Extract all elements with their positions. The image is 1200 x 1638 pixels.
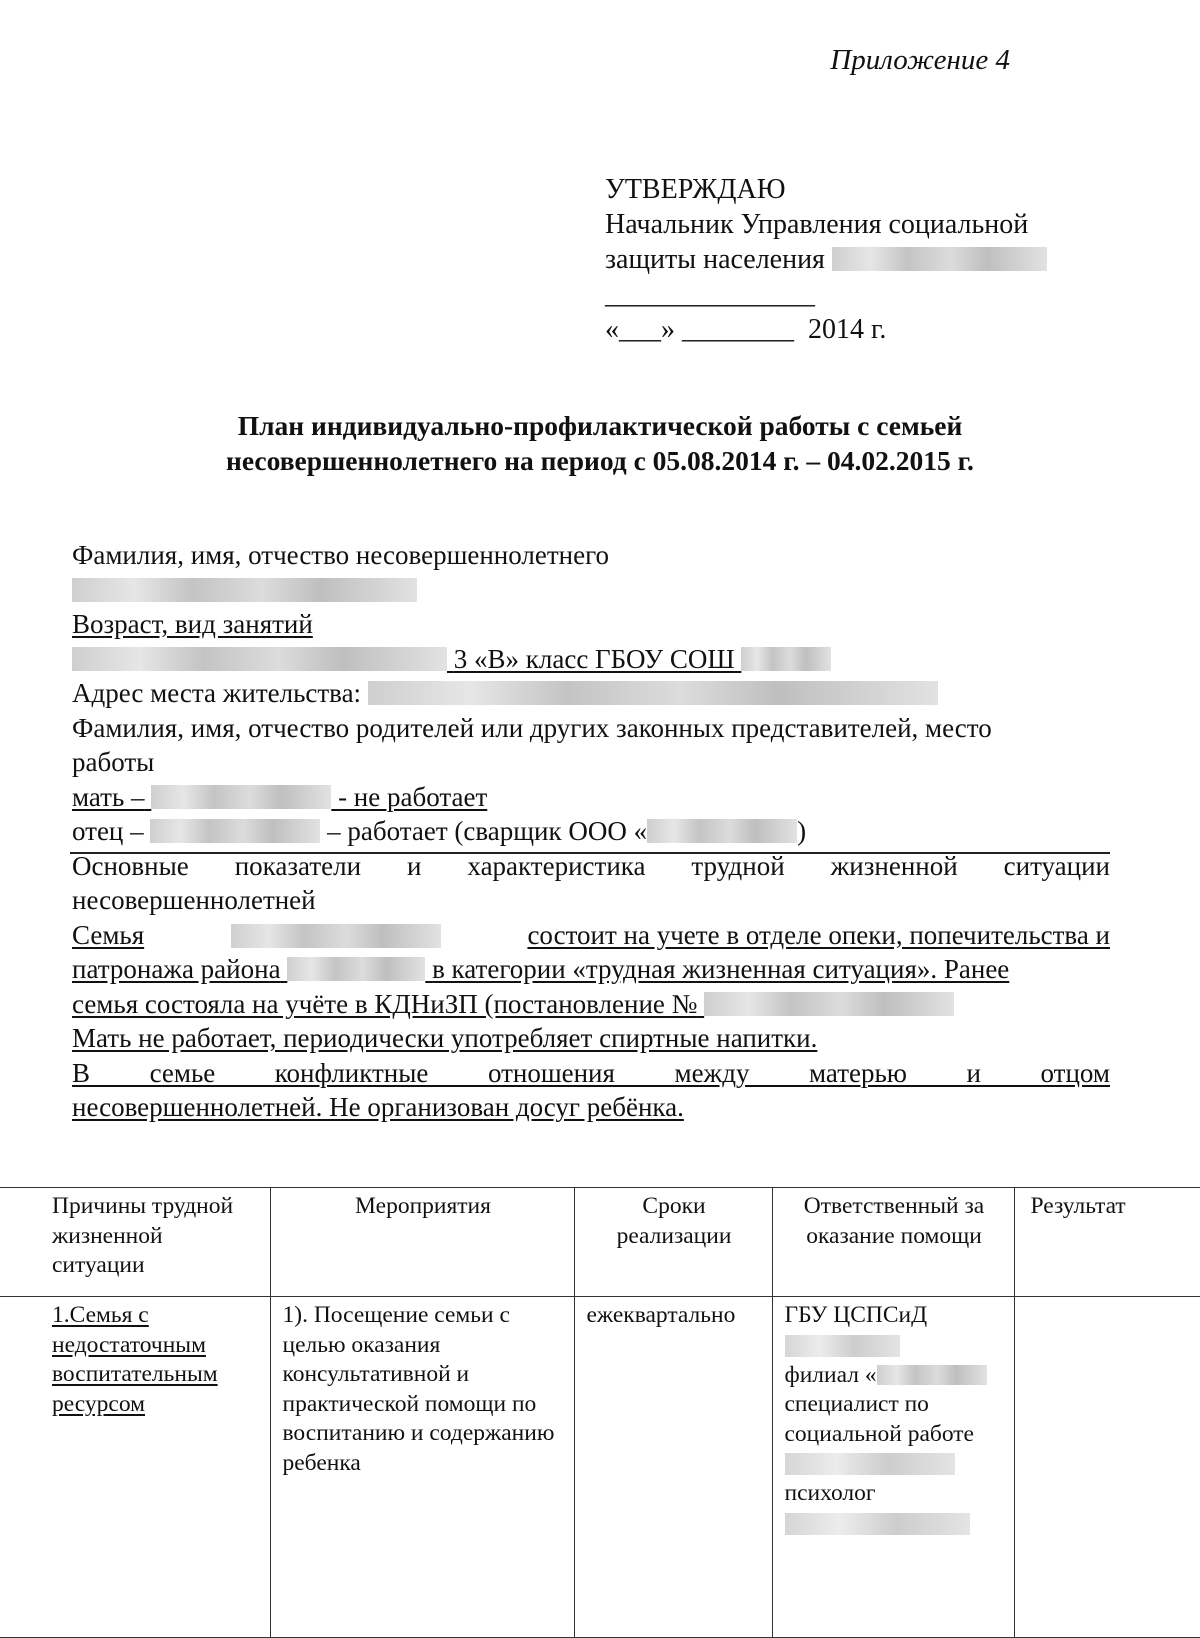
father-line: отец – – работает (сварщик ООО « ) [72, 816, 807, 846]
indicators-label-2: несовершеннолетней [72, 885, 316, 915]
redacted-text [741, 647, 831, 671]
header-terms: Сроки реализации [574, 1188, 772, 1297]
redacted-text [287, 957, 425, 981]
parents-label-2: работы [72, 747, 155, 777]
cell-cause: 1.Семья с недостаточным воспитательным ресурсом [0, 1297, 270, 1638]
redacted-text [72, 647, 447, 671]
family-line-5: В семье конфликтные отношения между матерью и отцом [72, 1057, 1110, 1088]
header-result: Результат [1014, 1188, 1200, 1297]
redacted-text [785, 1453, 955, 1475]
redacted-text [231, 924, 441, 948]
approval-block [605, 172, 1047, 347]
approve-date: «___» ________ 2014 г. [605, 314, 887, 345]
address-line: Адрес места жительства: [72, 676, 1110, 711]
age-value: 3 «В» класс ГБОУ СОШ [72, 642, 1110, 677]
cell-result [1014, 1297, 1200, 1638]
header-actions: Мероприятия [270, 1188, 574, 1297]
redacted-text [150, 819, 320, 843]
approve-position: Начальник Управления социальной [605, 209, 1029, 240]
indicators-label: Основные показатели и характеристика трудной жизненной ситуации [72, 850, 1110, 881]
redacted-text [785, 1335, 900, 1357]
table-header-row [0, 1188, 1200, 1297]
family-line-4: Мать не работает, периодически употребляет спиртные напитки. [72, 1023, 818, 1053]
cell-term: ежеквартально [574, 1297, 772, 1638]
redacted-text [368, 681, 938, 705]
redacted-text [877, 1365, 987, 1385]
appendix-label: Приложение 4 [830, 44, 1010, 76]
table-row [0, 1297, 1200, 1638]
family-line-1: Семья состоит на учете в отделе опеки, попечительства и [72, 919, 1110, 950]
redacted-text [647, 819, 797, 843]
parents-label: Фамилия, имя, отчество родителей или других законных представителей, место [72, 712, 992, 743]
redacted-text [832, 247, 1047, 271]
family-line-3: семья состояла на учёте в КДНиЗП (постановление № [72, 987, 1110, 1022]
approve-heading: УТВЕРЖДАЮ [605, 174, 786, 205]
redacted-text [72, 578, 417, 602]
info-section [72, 538, 1110, 1125]
redacted-text [785, 1513, 970, 1535]
plan-table [0, 1187, 1200, 1638]
signature-line: _______________ [605, 279, 815, 310]
header-cause: Причины трудной жизненной ситуации [0, 1188, 270, 1297]
fio-value [72, 573, 1110, 608]
redacted-text [151, 785, 331, 809]
family-line-6: несовершеннолетней. Не организован досуг ребёнка. [72, 1092, 684, 1122]
cell-responsible: ГБУ ЦСПСиД филиал « специалист по социальной работе психолог [772, 1297, 1014, 1638]
mother-line: мать – - не работает [72, 781, 488, 812]
cell-action: 1). Посещение семьи с целью оказания консультативной и практической помощи по воспитанию и содержанию ребенка [270, 1297, 574, 1638]
document-title: План индивидуально-профилактической работы с семьей несовершеннолетнего на период с 05.08.2014 г. – 04.02.2015 г. [226, 410, 974, 476]
redacted-text [704, 992, 954, 1016]
approve-department: защиты населения [605, 242, 1047, 277]
separator-line [70, 852, 1110, 854]
fio-label: Фамилия, имя, отчество несовершеннолетнего [72, 540, 609, 570]
age-label: Возраст, вид занятий [72, 609, 313, 639]
family-line-2: патронажа района в категории «трудная жизненная ситуация». Ранее [72, 954, 1010, 984]
header-responsible: Ответственный за оказание помощи [772, 1188, 1014, 1297]
